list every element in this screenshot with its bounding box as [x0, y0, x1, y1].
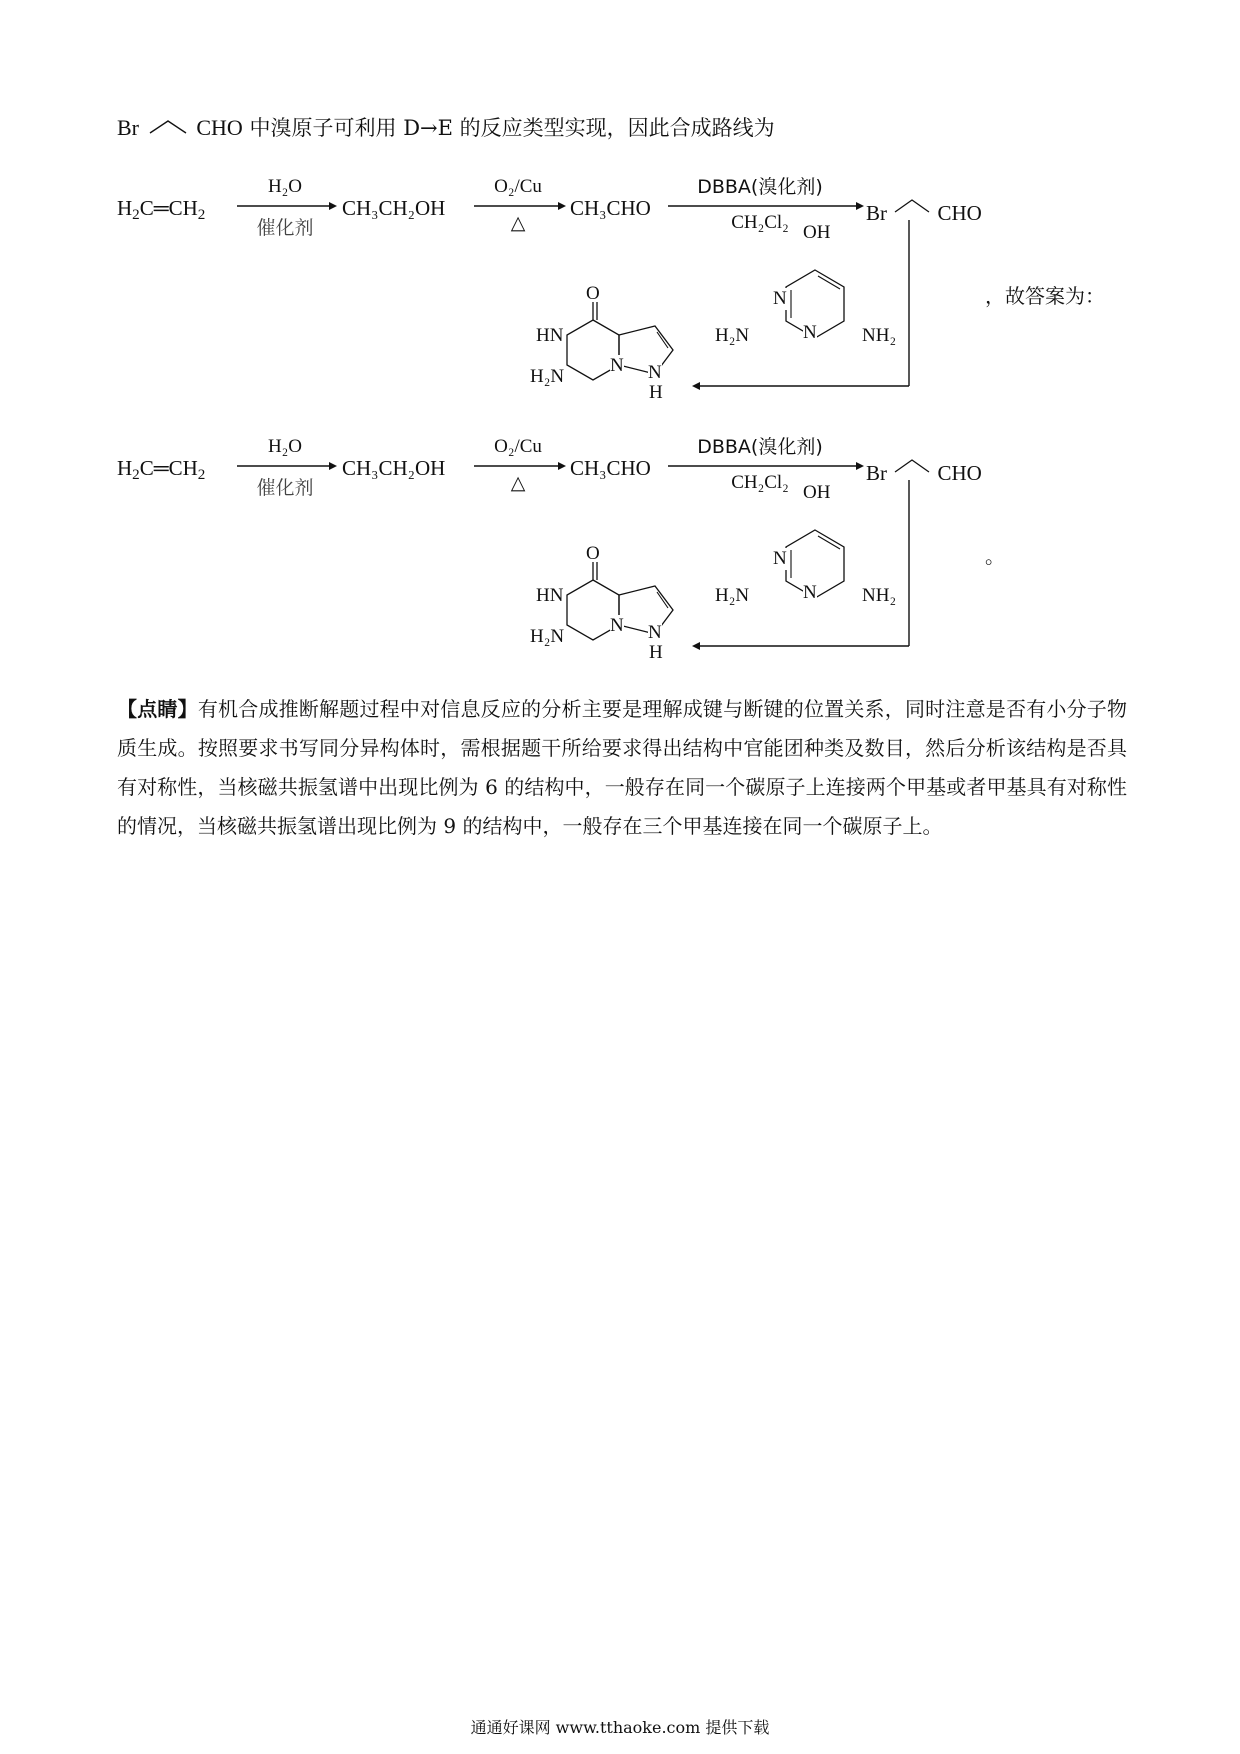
product-h2n: H₂N	[530, 366, 565, 387]
answer-end: 。	[985, 544, 1005, 568]
intro-molecule-br: Br	[117, 115, 139, 140]
bromoacetaldehyde: Br CHO	[866, 201, 982, 225]
product-nh-n: N	[648, 362, 662, 383]
pyrimidine-n1-2: N	[773, 548, 787, 569]
step3-top: DBBA(溴化剂)	[697, 176, 823, 198]
pyrimidine-oh: OH	[803, 222, 831, 243]
product-nh-h: H	[649, 382, 663, 403]
ethanol-2: CH₃CH₂OH	[342, 456, 446, 480]
product-n-2: N	[610, 615, 624, 636]
product-hn: HN	[536, 325, 564, 346]
product-o: O	[586, 283, 600, 304]
pyrimidine-h2n-2: H₂N	[715, 585, 750, 606]
product-h2n-2: H₂N	[530, 626, 565, 647]
arrow-step2-2	[474, 460, 566, 472]
step1-bottom: 催化剂	[256, 217, 314, 239]
pyrimidine-n3-2: N	[803, 582, 817, 603]
acetaldehyde: CH₃CHO	[570, 196, 651, 220]
note-text: 有机合成推断解题过程中对信息反应的分析主要是理解成键与断键的位置关系，同时注意是否有小分子物质生成。按照要求书写同分异构体时，需根据题干所给要求得出结构中官能团种类及数目，然后分析该结构是否具有对称性，当核磁共振氢谱中出现比例为 6 的结构中，一般存在同一个碳原子上连接两个甲基或者甲基具有对称性的情况，当核磁共振氢谱出现比例为 9 的结构中，一般存在三个甲基连接在同一个碳原子上。	[117, 697, 1128, 838]
product-o-2: O	[586, 543, 600, 564]
arrow-step3-2	[668, 460, 864, 472]
note-paragraph	[117, 690, 1127, 846]
pyrimidine-n1: N	[773, 288, 787, 309]
step1-top-2: H₂O	[267, 436, 303, 457]
intro-line	[117, 112, 775, 142]
pyrimidine-oh-2: OH	[803, 482, 831, 503]
step2-bottom-2: △	[510, 473, 526, 494]
step1-top: H₂O	[267, 176, 303, 197]
product-ring-icon	[545, 290, 695, 400]
pyrimidine-nh2-2: NH₂	[862, 585, 897, 606]
step2-top: O₂/Cu	[494, 176, 542, 197]
arrow-step2	[474, 200, 566, 212]
product-hn-2: HN	[536, 585, 564, 606]
answer-lead: ，故答案为：	[985, 284, 1105, 308]
synthesis-scheme-1	[0, 150, 1240, 410]
step2-top-2: O₂/Cu	[494, 436, 542, 457]
step2-bottom: △	[510, 213, 526, 234]
synthesis-scheme-2	[0, 410, 1240, 670]
acetaldehyde-2: CH₃CHO	[570, 456, 651, 480]
product-ring-icon-2	[545, 550, 695, 660]
note-label: 【点睛】	[117, 697, 198, 721]
product-n: N	[610, 355, 624, 376]
product-nh-n-2: N	[648, 622, 662, 643]
intro-bond-icon	[146, 115, 190, 137]
ethanol: CH₃CH₂OH	[342, 196, 446, 220]
pyrimidine-h2n: H₂N	[715, 325, 750, 346]
bromoacetaldehyde-2: Br CHO	[866, 461, 982, 485]
step3-top-2: DBBA(溴化剂)	[697, 436, 823, 458]
arrow-step3	[668, 200, 864, 212]
step1-bottom-2: 催化剂	[256, 477, 314, 499]
arrow-step1-2	[237, 460, 337, 472]
intro-molecule-cho: CHO	[196, 115, 243, 140]
ethylene-2: $H_2C═CH_2$	[117, 456, 206, 483]
step3-bottom: CH₂Cl₂	[731, 212, 789, 233]
intro-text: 中溴原子可利用 D→E 的反应类型实现，因此合成路线为	[249, 116, 775, 140]
arrow-step1	[237, 200, 337, 212]
pyrimidine-nh2: NH₂	[862, 325, 897, 346]
pyrimidine-n3: N	[803, 322, 817, 343]
step3-bottom-2: CH₂Cl₂	[731, 472, 789, 493]
page-footer: 通通好课网 www.tthaoke.com 提供下载	[470, 1718, 770, 1737]
product-nh-h-2: H	[649, 642, 663, 663]
ethylene: $H_2C═CH_2$	[117, 196, 206, 223]
